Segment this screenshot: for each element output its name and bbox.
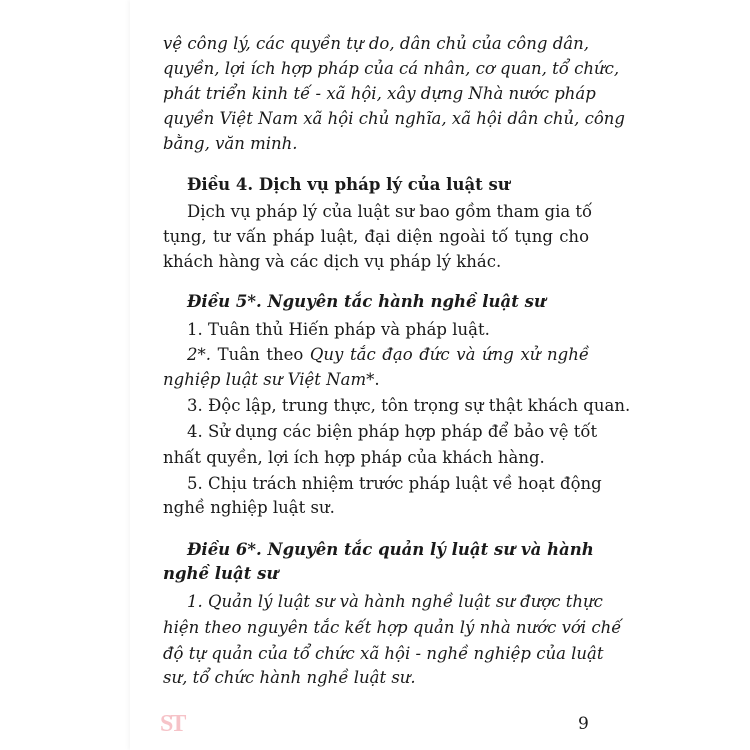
text-line: sư, tổ chức hành nghề luật sư. [163,668,416,687]
publisher-logo: ST [160,711,184,737]
article-5-heading: Điều 5*. Nguyên tắc hành nghề luật sư [187,292,546,311]
text: Quy tắc đạo đức và ứng xử nghề [309,345,589,364]
text-line: nghề nghiệp luật sư. [163,498,335,517]
list-item: 1. Tuân thủ Hiến pháp và pháp luật. [187,320,490,339]
page-number: 9 [578,714,589,734]
text: . [374,370,380,389]
text-line: Dịch vụ pháp lý của luật sư bao gồm tham gia tố [187,202,593,221]
list-item: 5. Chịu trách nhiệm trước pháp luật về hoạt động [187,474,602,493]
text-line: bằng, văn minh. [163,134,298,153]
text-line: quyền Việt Nam xã hội chủ nghĩa, xã hội dân chủ, công [163,109,625,128]
item-number: 2*. [187,345,211,364]
text: nghiệp luật sư Việt Nam* [163,370,375,389]
text-line [163,368,589,392]
article-6-heading: nghề luật sư [163,564,279,583]
text-line: quyền, lợi ích hợp pháp của cá nhân, cơ quan, tổ chức, [163,59,620,78]
text-line: vệ công lý, các quyền tự do, dân chủ của công dân, [163,34,589,53]
text: Tuân theo [211,345,310,364]
text-line: 1. Quản lý luật sư và hành nghề luật sư được thực [187,592,603,611]
article-4-heading: Điều 4. Dịch vụ pháp lý của luật sư [187,175,510,194]
article-6-heading: Điều 6*. Nguyên tắc quản lý luật sư và hành [187,540,594,559]
text-line: tụng, tư vấn pháp luật, đại diện ngoài tố tụng cho [163,227,589,246]
text-line: hiện theo nguyên tắc kết hợp quản lý nhà nước với chế [163,618,622,637]
list-item: 3. Độc lập, trung thực, tôn trọng sự thật khách quan. [187,396,631,415]
text-line: phát triển kinh tế - xã hội, xây dựng Nhà nước pháp [163,84,596,103]
text-line: nhất quyền, lợi ích hợp pháp của khách hàng. [163,448,545,467]
list-item [187,343,589,367]
text-line: độ tự quản của tổ chức xã hội - nghề nghiệp của luật [163,644,604,663]
list-item: 4. Sử dụng các biện pháp hợp pháp để bảo vệ tốt [187,422,598,441]
text-line: khách hàng và các dịch vụ pháp lý khác. [163,252,502,271]
